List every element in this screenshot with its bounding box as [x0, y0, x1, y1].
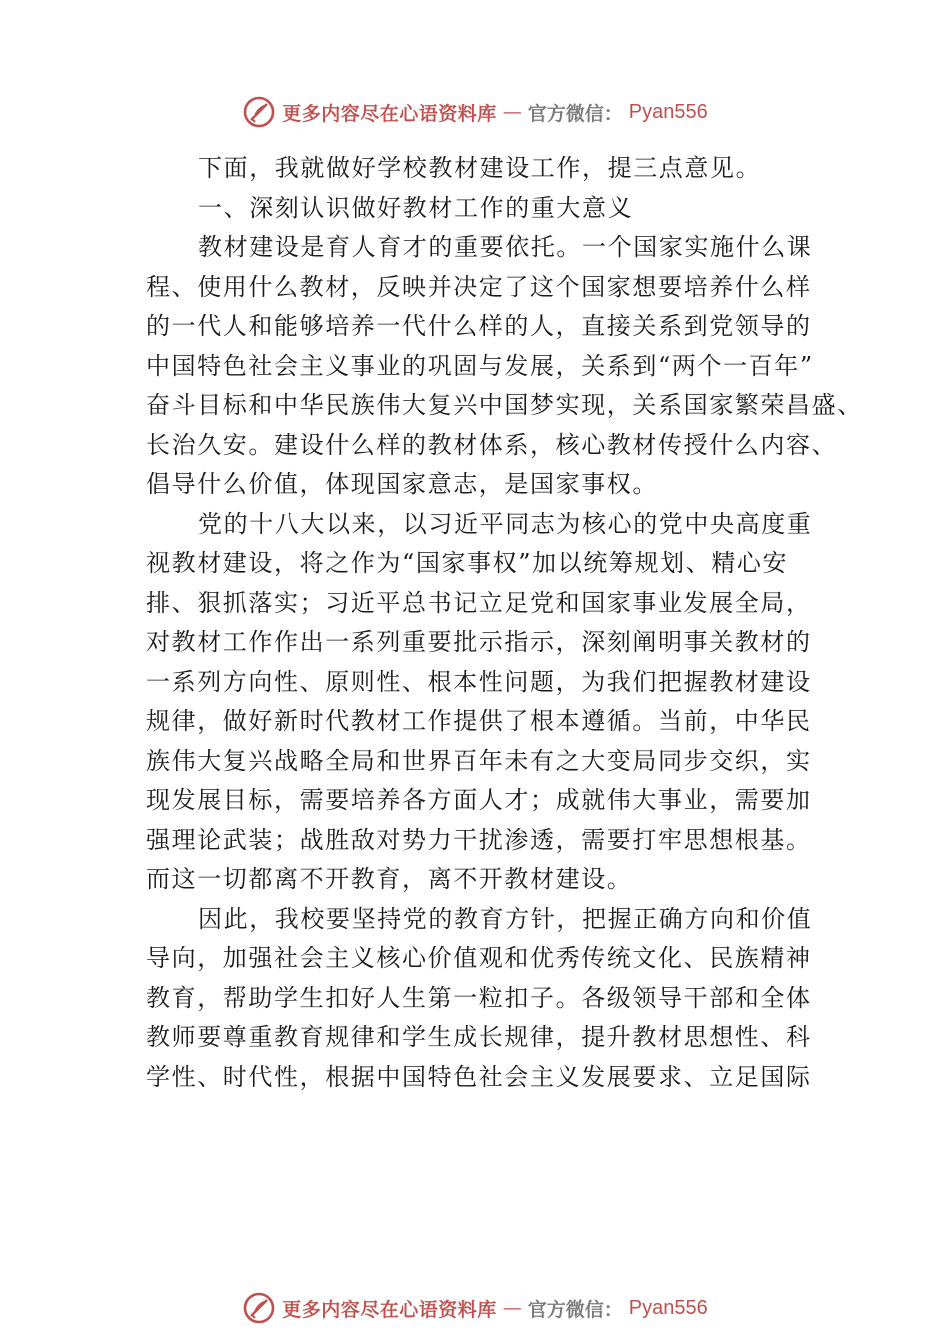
wechat-handle: Pyan556: [628, 1296, 708, 1319]
text-line: 学性、时代性，根据中国特色社会主义发展要求、立足国际: [146, 1062, 812, 1091]
text-line: 下面，我就做好学校教材建设工作，提三点意见。: [198, 154, 762, 182]
text-line: 程、使用什么教材，反映并决定了这个国家想要培养什么样: [146, 272, 812, 301]
text-line: 强理论武装；战胜敌对势力干扰渗透，需要打牢思想根基。: [146, 825, 812, 854]
text-line: 教育，帮助学生扣好人生第一粒扣子。各级领导干部和全体: [146, 983, 812, 1012]
wechat-label: 官方微信：: [527, 1298, 623, 1321]
text-line: 规律，做好新时代教材工作提供了根本遵循。当前，中华民: [146, 707, 812, 735]
header-banner: [0, 92, 950, 132]
quill-logo-icon: [242, 1291, 276, 1325]
brand-name: 更多内容尽在心语资料库: [282, 1298, 497, 1321]
text-line: 而这一切都离不开教育，离不开教材建设。: [146, 865, 633, 893]
brand-name: 更多内容尽在心语资料库: [282, 102, 497, 125]
text-line: 教师要尊重教育规律和学生成长规律，提升教材思想性、科: [146, 1023, 812, 1051]
document-body: [146, 149, 863, 1097]
text-line: 党的十八大以来，以习近平同志为核心的党中央高度重: [198, 509, 813, 538]
quill-logo-icon: [242, 95, 276, 129]
text-line: 现发展目标，需要培养各方面人才；成就伟大事业，需要加: [146, 786, 812, 814]
text-line: 因此，我校要坚持党的教育方针，把握正确方向和价值: [198, 904, 813, 933]
text-line: 排、狠抓落实；习近平总书记立足党和国家事业发展全局，: [146, 588, 812, 617]
text-line: 导向，加强社会主义核心价值观和优秀传统文化、民族精神: [146, 944, 812, 972]
text-line: 教材建设是育人育才的重要依托。一个国家实施什么课: [198, 233, 813, 261]
banner-separator: —: [502, 1297, 522, 1319]
wechat-handle: Pyan556: [628, 100, 708, 123]
section-heading: 一、深刻认识做好教材工作的重大意义: [198, 193, 634, 222]
text-line: 中国特色社会主义事业的巩固与发展，关系到“两个一百年”: [146, 351, 814, 380]
text-line: 的一代人和能够培养一代什么样的人，直接关系到党领导的: [146, 312, 812, 340]
text-line: 视教材建设，将之作为“国家事权”加以统筹规划、精心安: [146, 549, 789, 577]
text-line: 族伟大复兴战略全局和世界百年未有之大变局同步交织，实: [146, 746, 812, 775]
banner-separator: —: [502, 101, 522, 123]
wechat-label: 官方微信：: [527, 102, 623, 125]
text-line: 对教材工作作出一系列重要批示指示，深刻阐明事关教材的: [146, 628, 812, 656]
footer-banner: [0, 1288, 950, 1328]
text-line: 奋斗目标和中华民族伟大复兴中国梦实现，关系国家繁荣昌盛、: [146, 391, 863, 419]
text-line: 倡导什么价值，体现国家意志，是国家事权。: [146, 470, 658, 498]
text-line: 一系列方向性、原则性、根本性问题，为我们把握教材建设: [146, 667, 812, 696]
text-line: 长治久安。建设什么样的教材体系，核心教材传授什么内容、: [146, 430, 838, 459]
